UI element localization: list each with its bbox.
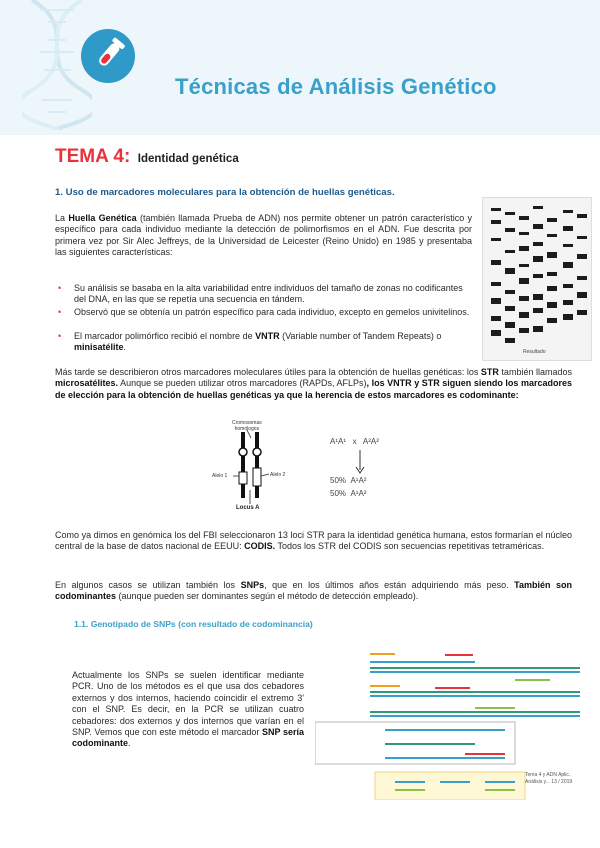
gel-electrophoresis-image xyxy=(482,197,592,361)
chromosome-locus-diagram xyxy=(225,418,310,518)
bullet-item: • El marcador polimórfico recibió el nombre de VNTR (Variable number of Tandem Repeats) o minisatélite. xyxy=(58,331,442,353)
locus-label: Locus A xyxy=(236,505,260,511)
chapter-heading xyxy=(55,146,239,168)
markers-paragraph: Más tarde se describieron otros marcadores moleculares útiles para la obtención de huellas genéticas: los STR también llamados microsatélites. Aunque se pueden utilizar otros marcadores (RAPDs, AFLPs), los VNTR y STR siguen siendo los marcadores de elección para la obtención de huellas genéticas ya que la herencia de estos marcadores es codominante: xyxy=(55,367,572,400)
allele1-label: Alelo 1 xyxy=(212,473,228,479)
intro-paragraph: La Huella Genética (también llamada Prueba de ADN) nos permite obtener un patrón característico y específico para cada individuo mediante la detección de polimorfismos en el ADN. Fue descrita por primera vez por Sir Alec Jeffreys, de la Universidad de Leicester (Reino Unido) en 1985 y presentaba las siguientes características: xyxy=(55,213,473,258)
snp-genotyping-paragraph: Actualmente los SNPs se suelen identificar mediante PCR. Uno de los métodos es el que usa dos cebadores externos y dos internos, haciendo coincidir el extremo 3' con el SNP. Es decir, en la PCR se utilizan cuatro cebadores: dos externos y dos internos que varían en el SNP. Vemos que con este método el marcador SNP sería codominante. xyxy=(72,670,304,749)
bullet-item: • Su análisis se basaba en la alta variabilidad entre individuos del tamaño de zonas no codificantes del DNA, en las que se repetía una secuencia en tándem. xyxy=(58,283,463,305)
test-tube-icon xyxy=(80,28,136,84)
arrow-down-icon xyxy=(355,450,365,474)
homologous-label: Cromosomas homólogos xyxy=(232,420,262,432)
cross-notation: A¹A¹ x A²A² xyxy=(330,437,379,446)
bullet-item: • Observó que se obtenía un patrón específico para cada individuo, excepto en gemelos univitelinos. xyxy=(58,307,470,317)
codis-paragraph: Como ya dimos en genómica los del FBI seleccionaron 13 loci STR para la identidad genética humana, estos formarían el núcleo central de la base de datos nacional de EEUU: CODIS. Todos los STR del CODIS son secuencias repetitivas tetraméricas. xyxy=(55,530,572,552)
cross-result-1: 50% A¹A² xyxy=(330,476,367,485)
cross-result-2: 50% A¹A² xyxy=(330,489,367,498)
chapter-number: TEMA 4: xyxy=(55,146,131,167)
gel-caption: Resultado xyxy=(523,349,546,355)
section-heading: 1. Uso de marcadores moleculares para la obtención de huellas genéticas. xyxy=(55,187,395,198)
gel-bands xyxy=(483,198,591,360)
allele2-label: Alelo 2 xyxy=(270,472,286,478)
chapter-name: Identidad genética xyxy=(137,153,239,165)
page-title: Técnicas de Análisis Genético xyxy=(175,74,497,99)
footer-logo: Tema 4 y ADN Aplic. Análisis y... 13 / 2019 xyxy=(525,772,573,785)
subsection-heading: 1.1. Genotipado de SNPs (con resultado de codominancia) xyxy=(74,619,313,629)
snp-paragraph: En algunos casos se utilizan también los SNPs, que en los últimos años están adquiriendo más peso. También son codominantes (aunque pueden ser dominantes según el método de detección empleado). xyxy=(55,580,573,602)
